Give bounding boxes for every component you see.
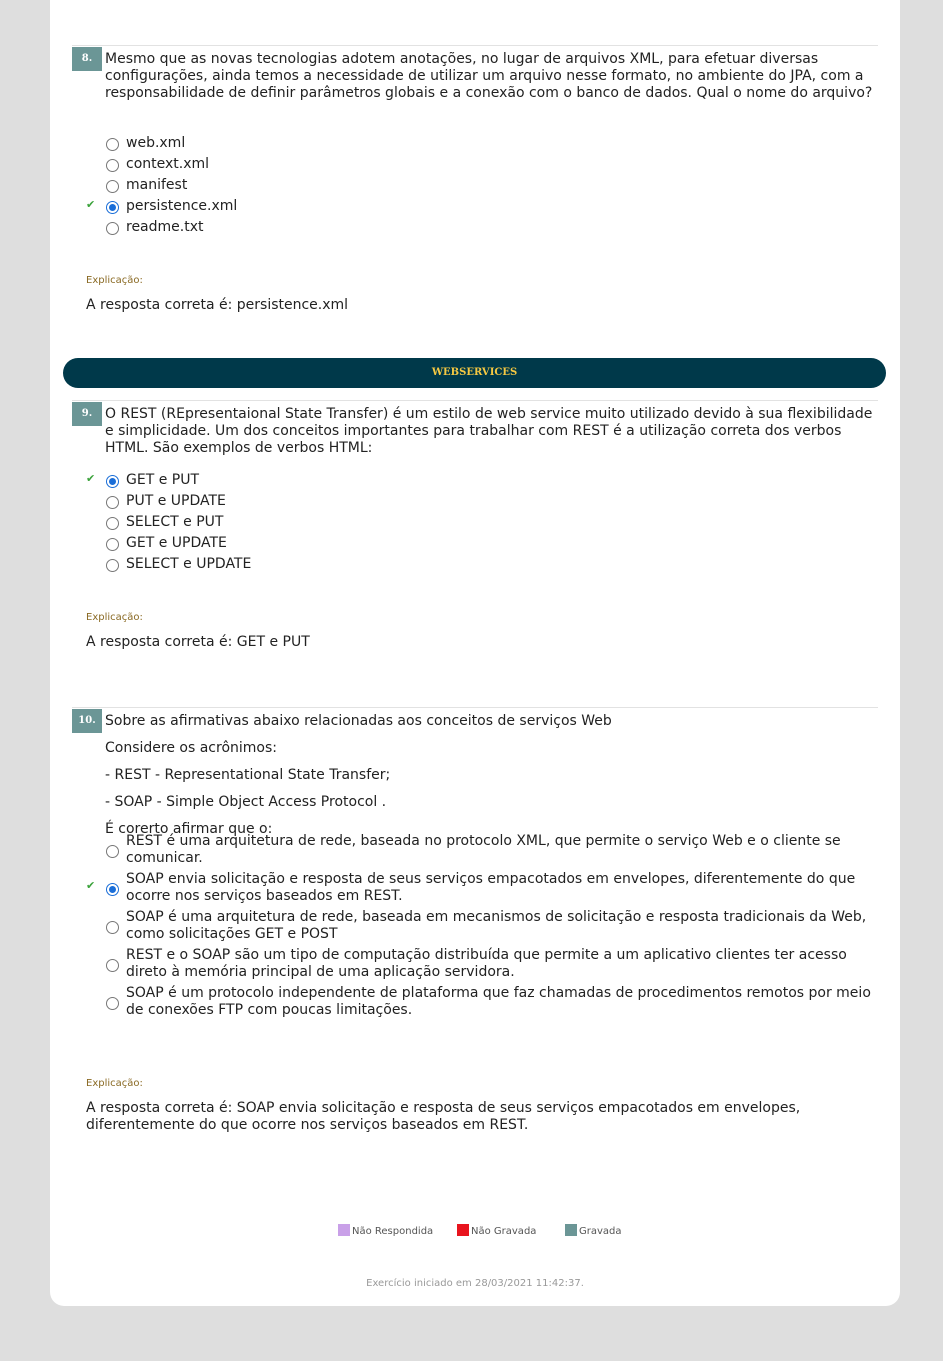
- question-number: 8.: [72, 47, 102, 71]
- divider: [72, 707, 878, 708]
- explanation-label: Explicação:: [86, 612, 143, 623]
- legend-label: Não Gravada: [471, 1226, 537, 1237]
- radio-button[interactable]: [106, 517, 119, 530]
- question-text: [105, 51, 875, 112]
- radio-button[interactable]: [106, 883, 119, 896]
- option-label: SOAP é uma arquitetura de rede, baseada em mecanismos de solicitação e resposta tradicionais da Web, como solicitações GET e POST: [126, 909, 867, 942]
- option-label: readme.txt: [126, 219, 204, 235]
- divider: [72, 45, 878, 46]
- radio-button[interactable]: [106, 201, 119, 214]
- option-label: SELECT e PUT: [126, 514, 224, 530]
- question-paragraph: Mesmo que as novas tecnologias adotem anotações, no lugar de arquivos XML, para efetuar diversas configurações, ainda temos a necessidade de utilizar um arquivo nesse formato, no ambiente do JPA, com a responsabilidade de definir parâmetros globais e a conexão com o banco de dados. Qual o nome do arquivo?: [105, 51, 873, 101]
- question-text: [105, 406, 875, 467]
- option-label: PUT e UPDATE: [126, 493, 226, 509]
- legend-item: [565, 1224, 622, 1237]
- question-number: 10.: [72, 709, 102, 733]
- option-label: REST é uma arquitetura de rede, baseada no protocolo XML, que permite o serviço Web e o cliente se comunicar.: [126, 833, 841, 866]
- radio-button[interactable]: [106, 845, 119, 858]
- radio-button[interactable]: [106, 538, 119, 551]
- question-text: [105, 713, 875, 848]
- option-label: SELECT e UPDATE: [126, 556, 252, 572]
- radio-button[interactable]: [106, 138, 119, 151]
- explanation-label: Explicação:: [86, 275, 143, 286]
- legend-swatch: [457, 1224, 469, 1236]
- option-label: manifest: [126, 177, 188, 193]
- legend-label: Não Respondida: [352, 1226, 434, 1237]
- radio-button[interactable]: [106, 475, 119, 488]
- option-label: GET e PUT: [126, 472, 200, 488]
- legend-swatch: [565, 1224, 577, 1236]
- legend-label: Gravada: [579, 1226, 622, 1237]
- option-label: context.xml: [126, 156, 210, 172]
- question-paragraph: É corerto afirmar que o:: [105, 821, 273, 837]
- check-icon: ✔: [86, 879, 96, 892]
- option-label: GET e UPDATE: [126, 535, 227, 551]
- explanation-text: A resposta correta é: persistence.xml: [86, 297, 349, 313]
- explanation-label: Explicação:: [86, 1078, 143, 1089]
- radio-button[interactable]: [106, 959, 119, 972]
- question-paragraph: - SOAP - Simple Object Access Protocol .: [105, 794, 387, 810]
- check-icon: ✔: [86, 198, 96, 211]
- radio-button[interactable]: [106, 559, 119, 572]
- radio-button[interactable]: [106, 222, 119, 235]
- explanation-text: A resposta correta é: SOAP envia solicitação e resposta de seus serviços empacotados em envelopes, diferentemente do que ocorre nos serviços baseados em REST.: [86, 1100, 801, 1133]
- radio-button[interactable]: [106, 159, 119, 172]
- option-label: SOAP envia solicitação e resposta de seus serviços empacotados em envelopes, diferentemente do que ocorre nos serviços baseados em REST.: [126, 871, 856, 904]
- exam-card: [50, 0, 900, 1306]
- divider: [72, 400, 878, 401]
- explanation-text: A resposta correta é: GET e PUT: [86, 634, 310, 650]
- question-number: 9.: [72, 402, 102, 426]
- legend-swatch: [338, 1224, 350, 1236]
- option-label: persistence.xml: [126, 198, 238, 214]
- question-paragraph: Sobre as afirmativas abaixo relacionadas aos conceitos de serviços Web: [105, 713, 612, 729]
- option-label: SOAP é um protocolo independente de plataforma que faz chamadas de procedimentos remotos por meio de conexões FTP com poucas limitações.: [126, 985, 871, 1018]
- radio-button[interactable]: [106, 997, 119, 1010]
- question-paragraph: - REST - Representational State Transfer;: [105, 767, 391, 783]
- radio-button[interactable]: [106, 921, 119, 934]
- question-paragraph: O REST (REpresentaional State Transfer) é um estilo de web service muito utilizado devido à sua flexibilidade e simplicidade. Um dos conceitos importantes para trabalhar com REST é a utilização correta dos verbos HTML. São exemplos de verbos HTML:: [105, 406, 873, 456]
- option-label: REST e o SOAP são um tipo de computação distribuída que permite a um aplicativo clientes ter acesso direto à memória principal de uma aplicação servidora.: [126, 947, 847, 980]
- legend-item: [457, 1224, 536, 1237]
- radio-button[interactable]: [106, 180, 119, 193]
- check-icon: ✔: [86, 472, 96, 485]
- option-label: web.xml: [126, 135, 186, 151]
- section-header: WEBSERVICES: [63, 358, 886, 388]
- legend-item: [338, 1224, 433, 1237]
- question-paragraph: Considere os acrônimos:: [105, 740, 277, 756]
- footer-timestamp: Exercício iniciado em 28/03/2021 11:42:37.: [366, 1278, 584, 1289]
- radio-button[interactable]: [106, 496, 119, 509]
